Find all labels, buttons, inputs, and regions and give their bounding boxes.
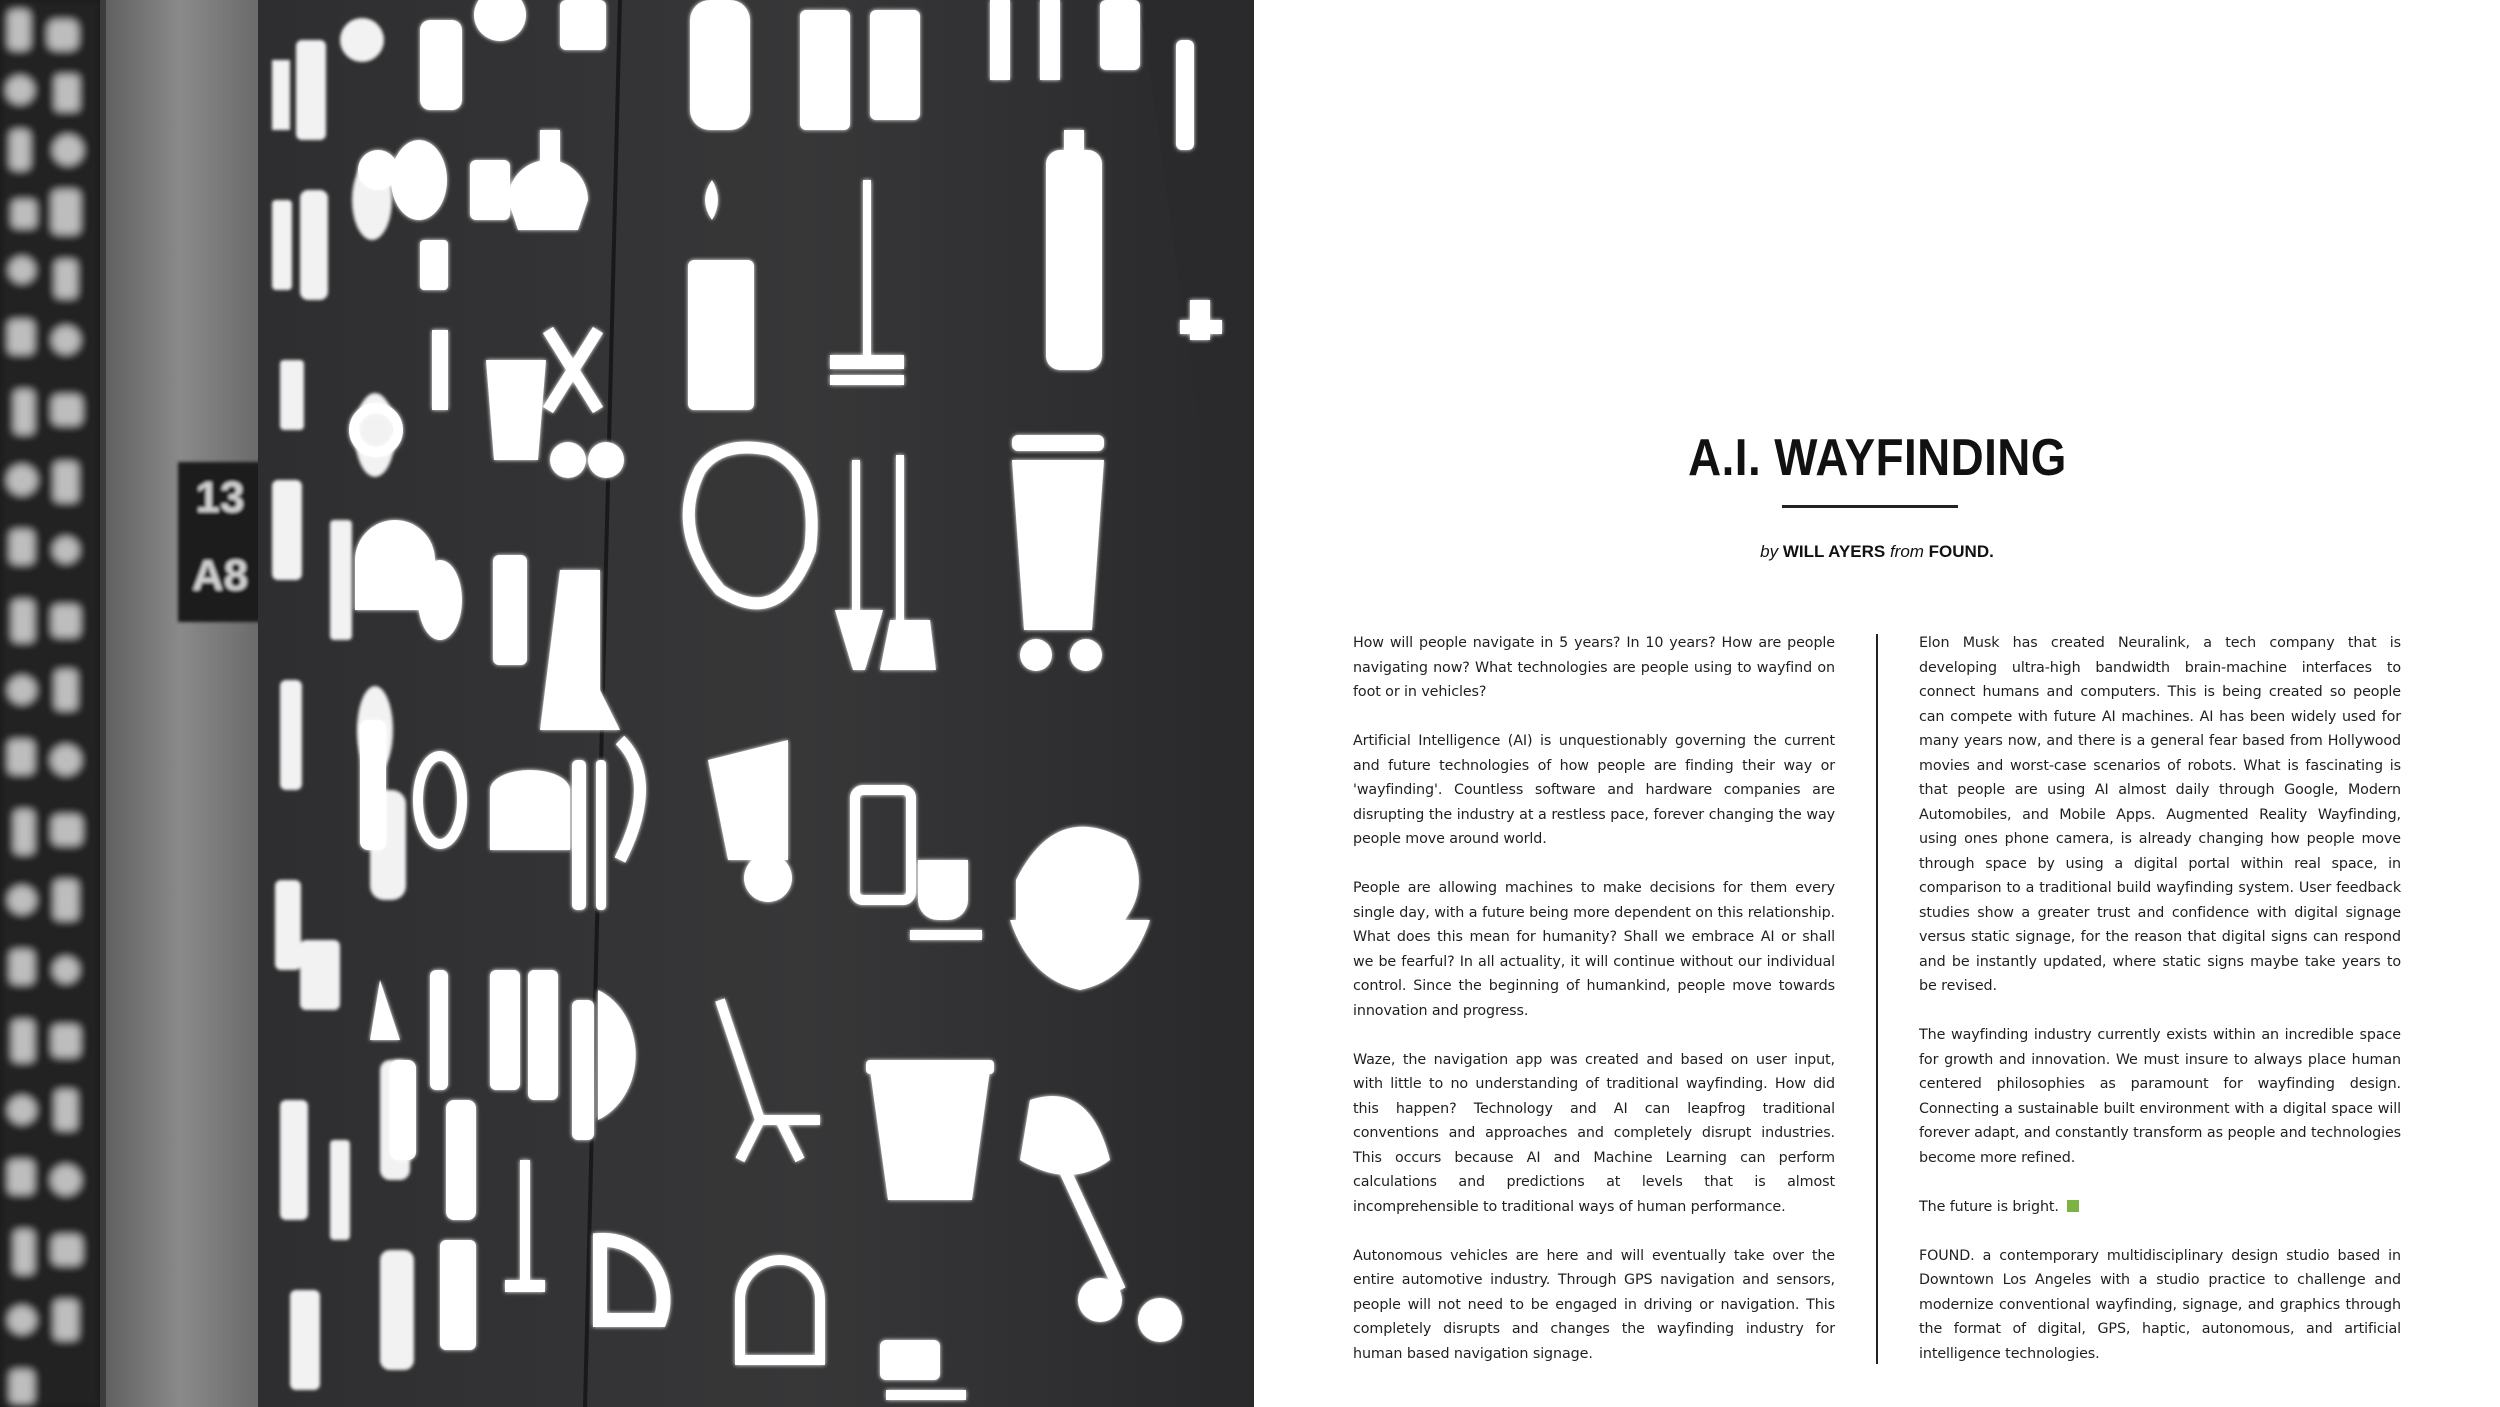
byline-from: from — [1889, 542, 1924, 561]
far-wall-strip — [0, 0, 100, 1407]
closing-line: The future is bright. — [1919, 1198, 2059, 1215]
column-divider — [1876, 634, 1878, 1364]
left-column — [1353, 631, 1835, 1391]
closing-paragraph — [1919, 1195, 2401, 1220]
paragraph: Artificial Intelligence (AI) is unquestionably governing the current and future technologies of how people are finding their way or 'wayfinding'. Countless software and hardware companies are disrupting the industry at a restless pace, forever changing the way people move around world. — [1353, 733, 1835, 847]
right-column — [1919, 631, 2401, 1391]
byline — [1254, 542, 2500, 562]
byline-author: WILL AYERS — [1782, 542, 1886, 561]
end-mark-icon — [2067, 1200, 2079, 1212]
paragraph: Elon Musk has created Neuralink, a tech company that is developing ultra-high bandwidth brain-machine interfaces to connect humans and computers. This is being created so people can compete with future AI machines. AI has been widely used for many years now, and there is a general fear based from Hollywood movies and worst-case scenarios of robots. What is fascinating is that people are using AI almost daily through Google, Modern Automobiles, and Mobile Apps. Augmented Reality Wayfinding, using ones phone camera, is already changing how people move through space by using a digital portal within real space, in comparison to a traditional build wayfinding system. User feedback studies show a greater trust and confidence with digital signage versus static signage, for the reason that digital signs can respond and be instantly updated, where static signs maybe take years to be revised. — [1919, 635, 2401, 994]
sign-line-1: 13 — [195, 473, 245, 522]
paragraph: The wayfinding industry currently exists within an incredible space for growth and innovation. We must insure to always place human centered philosophies as paramount for wayfinding design. Connecting a sustainable built environment with a digital space will forever adapt, and constantly transform as people and technologies become more refined. — [1919, 1027, 2401, 1166]
article-page — [1254, 0, 2500, 1407]
byline-studio: FOUND. — [1928, 542, 1994, 561]
pillar — [100, 0, 260, 1407]
paragraph: Waze, the navigation app was created and based on user input, with little to no understanding of traditional wayfinding. How did this happen? Technology and AI can leapfrog traditional conventions and approaches and completely disrupt industries. This occurs because AI and Machine Learning can perform calculations and predictions at levels that is almost incomprehensible to traditional ways of human performance. — [1353, 1051, 1835, 1215]
byline-by: by — [1760, 542, 1779, 561]
room-sign — [178, 462, 262, 622]
paragraph: Autonomous vehicles are here and will eventually take over the entire automotive industry. Through GPS navigation and sensors, people will not need to be engaged in driving or navigation. This completely disrupts and changes the wayfinding industry for human based navigation signage. — [1353, 1247, 1835, 1362]
studio-bio: FOUND. a contemporary multidisciplinary design studio based in Downtown Los Angeles with a studio practice to challenge and modernize conventional wayfinding, signage, and graphics through the format of digital, GPS, haptic, autonomous, and artificial intelligence technologies. — [1919, 1247, 2401, 1362]
article-title: A.I. WAYFINDING — [1688, 429, 2067, 487]
title-underline — [1782, 505, 1958, 508]
paragraph: People are allowing machines to make decisions for them every single day, with a future being more dependent on this relationship. What does this mean for humanity? Shall we embrace AI or shall we be fearful? In all actuality, it will continue without our individual control. Since the beginning of humankind, people move towards innovation and progress. — [1353, 880, 1835, 1019]
sign-line-2: A8 — [191, 551, 249, 600]
paragraph: How will people navigate in 5 years? In 10 years? How are people navigating now? What technologies are people using to wayfind on foot or in vehicles? — [1353, 635, 1835, 700]
